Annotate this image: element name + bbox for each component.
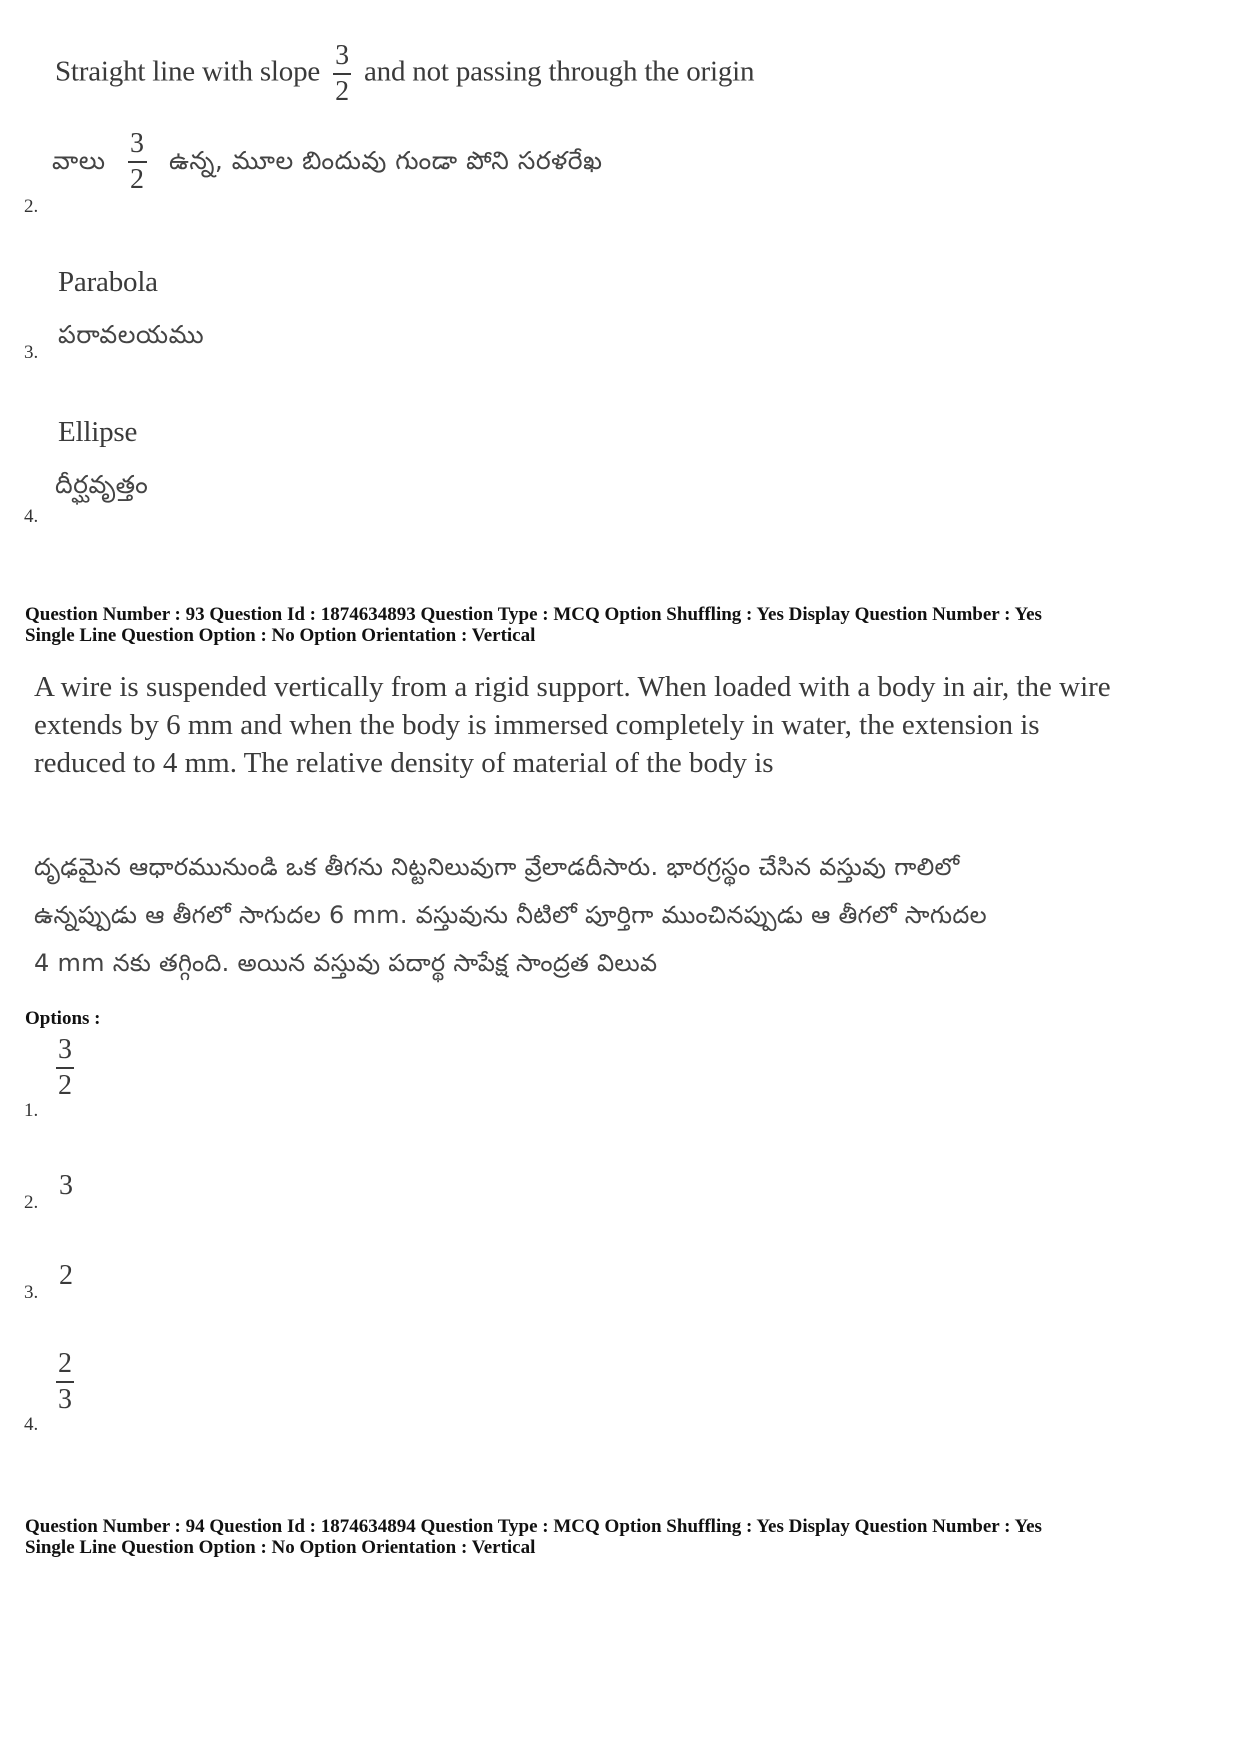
option-2-telugu [52, 130, 603, 194]
option-value: 3 [59, 1170, 73, 1201]
option-4-telugu: దీర్ఘవృత్తం [55, 470, 149, 499]
prev-option-3 [0, 260, 1240, 370]
option-2-text-after: and not passing through the origin [363, 55, 755, 88]
option-value: 2 [59, 1260, 73, 1291]
q93-option-1 [0, 1036, 300, 1126]
options-label: Options : [25, 1008, 101, 1029]
question-line-te: 4 mm నకు తగ్గింది. అయిన వస్తువు పదార్థ సాపేక్ష సాంద్రత విలువ [34, 949, 658, 977]
question-line-te: దృఢమైన ఆధారమునుండి ఒక తీగను నిట్టనిలువుగా వ్రేలాడదీసారు. భారగ్రస్థం చేసిన వస్తువు గాలిలో [34, 853, 960, 881]
q93-option-2 [0, 1170, 300, 1220]
option-number: 2. [24, 1192, 39, 1213]
question-line: A wire is suspended vertically from a rigid support. When loaded with a body in air, the wire [34, 671, 1111, 703]
slope-fraction [333, 42, 351, 106]
option-number: 1. [24, 1100, 39, 1121]
option-number: 4. [24, 506, 39, 527]
option-3-english: Parabola [58, 266, 158, 298]
fraction-numerator: 3 [56, 1036, 74, 1069]
q93-option-3 [0, 1260, 300, 1310]
option-fraction [56, 1036, 74, 1100]
meta-line-1: Question Number : 94 Question Id : 1874634894 Question Type : MCQ Option Shuffling : Yes Display Question Number : Yes [25, 1516, 1042, 1537]
prev-option-2 [0, 20, 1240, 220]
question-93-meta [25, 604, 1042, 646]
q93-option-4 [0, 1350, 300, 1440]
question-94-meta [25, 1516, 1042, 1558]
option-4-english: Ellipse [58, 416, 138, 448]
option-3-telugu: పరావలయము [58, 320, 205, 349]
option-fraction [56, 1350, 74, 1414]
option-2-english [55, 42, 754, 106]
option-number: 4. [24, 1414, 39, 1435]
fraction-denominator: 2 [130, 164, 145, 195]
fraction-numerator: 3 [333, 42, 351, 75]
question-line: reduced to 4 mm. The relative density of material of the body is [34, 747, 774, 779]
question-line-te: ఉన్నప్పుడు ఆ తీగలో సాగుదల 6 mm. వస్తువును నీటిలో పూర్తిగా ముంచినప్పుడు ఆ తీగలో సాగుదల [34, 901, 987, 929]
question-93-english [34, 668, 1111, 782]
fraction-numerator: 3 [128, 130, 147, 163]
meta-line-2: Single Line Question Option : No Option Orientation : Vertical [25, 1537, 536, 1558]
option-2-te-after: ఉన్న, మూల బిందువు గుండా పోని సరళరేఖ [168, 146, 603, 175]
slope-fraction-te [128, 130, 147, 194]
option-number: 3. [24, 1282, 39, 1303]
fraction-numerator: 2 [56, 1350, 74, 1383]
fraction-denominator: 2 [58, 1070, 72, 1101]
option-2-text-before: Straight line with slope [55, 55, 321, 88]
meta-line-1: Question Number : 93 Question Id : 1874634893 Question Type : MCQ Option Shuffling : Yes Display Question Number : Yes [25, 604, 1042, 625]
question-93-telugu [34, 843, 987, 987]
meta-line-2: Single Line Question Option : No Option Orientation : Vertical [25, 625, 536, 646]
option-2-te-before: వాలు [52, 146, 106, 175]
option-number: 2. [24, 196, 39, 217]
fraction-denominator: 2 [335, 76, 349, 107]
option-number: 3. [24, 342, 39, 363]
prev-option-4 [0, 410, 1240, 530]
question-line: extends by 6 mm and when the body is immersed completely in water, the extension is [34, 709, 1040, 741]
fraction-denominator: 3 [58, 1384, 72, 1415]
